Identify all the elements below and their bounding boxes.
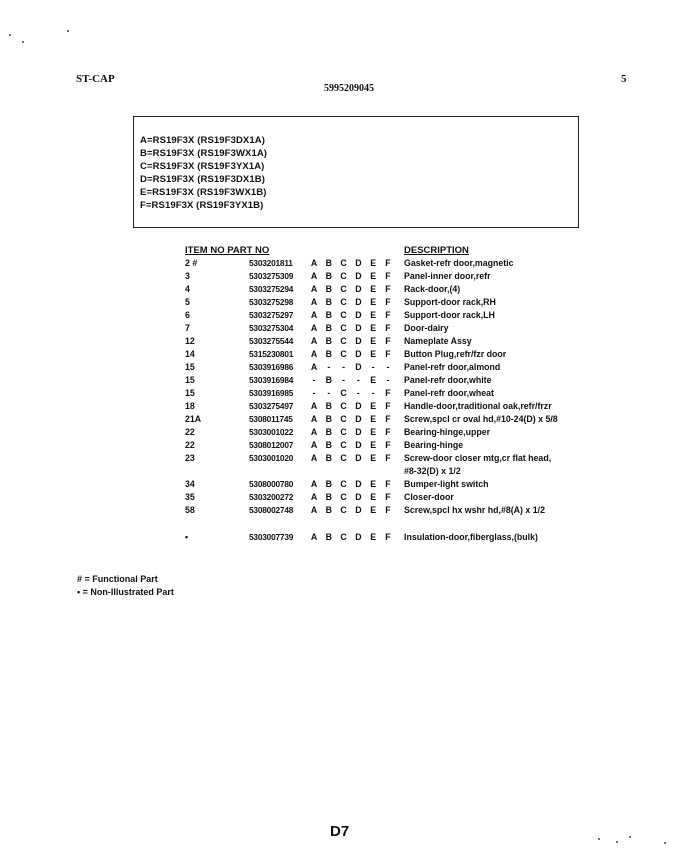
model-code: F: [385, 479, 391, 489]
model-code: E: [370, 414, 377, 424]
part-description: Button Plug,refr/fzr door: [404, 349, 507, 359]
model-applicability: [308, 388, 394, 398]
page-number: D7: [330, 823, 350, 840]
model-legend-f: F=RS19F3X (RS19F3YX1B): [140, 200, 264, 211]
model-code: C: [340, 505, 347, 515]
model-code: C: [340, 532, 347, 542]
model-code: A: [310, 492, 318, 502]
item-number: 58: [185, 505, 195, 515]
model-legend-d: D=RS19F3X (RS19F3DX1B): [140, 174, 265, 185]
model-applicability: [308, 310, 394, 320]
model-code: B: [325, 271, 332, 281]
part-number: 5303275544: [249, 336, 294, 346]
model-code: E: [370, 297, 377, 307]
model-legend-a: A=RS19F3X (RS19F3DX1A): [140, 135, 265, 146]
model-applicability: [308, 414, 394, 424]
model-code: C: [340, 284, 347, 294]
part-number: 5315230801: [249, 349, 294, 359]
model-legend-c: C=RS19F3X (RS19F3YX1A): [140, 161, 265, 172]
model-code: B: [325, 258, 332, 268]
model-code: -: [342, 375, 346, 385]
part-number: 5303275297: [249, 310, 294, 320]
model-code: C: [340, 271, 347, 281]
model-code: D: [355, 271, 362, 281]
model-code: A: [310, 310, 318, 320]
model-code: E: [370, 453, 377, 463]
document-number: 5995209045: [324, 83, 374, 94]
table-row: [0, 336, 680, 349]
table-row: [0, 362, 680, 375]
model-applicability: [308, 323, 394, 333]
part-description: Panel-refr door,almond: [404, 362, 501, 372]
model-code: C: [340, 336, 347, 346]
model-code: F: [385, 336, 391, 346]
model-applicability: [308, 271, 394, 281]
part-description: Closer-door: [404, 492, 454, 502]
model-code: B: [325, 453, 332, 463]
model-applicability: [308, 258, 394, 268]
part-description: Bearing-hinge: [404, 440, 464, 450]
model-code: D: [355, 323, 362, 333]
part-number: 5303275294: [249, 284, 294, 294]
model-code: A: [310, 362, 318, 372]
part-number: 5303001020: [249, 453, 294, 463]
item-number: 5: [185, 297, 190, 307]
model-code: F: [385, 440, 391, 450]
model-code: C: [340, 479, 347, 489]
item-number: 15: [185, 388, 195, 398]
table-row: [0, 310, 680, 323]
model-applicability: [308, 362, 394, 372]
model-applicability: [308, 505, 394, 515]
table-row: [0, 349, 680, 362]
model-code: C: [340, 310, 347, 320]
model-applicability: [308, 427, 394, 437]
part-description: Panel-inner door,refr: [404, 271, 491, 281]
part-number: 5303275298: [249, 297, 294, 307]
model-code: E: [370, 271, 377, 281]
item-number: 21A: [185, 414, 202, 424]
model-code: A: [310, 271, 318, 281]
note-functional-part: # = Functional Part: [77, 574, 158, 584]
model-code: D: [355, 479, 362, 489]
item-number: 14: [185, 349, 195, 359]
model-code: E: [370, 440, 377, 450]
model-code: -: [327, 362, 331, 372]
model-code: A: [310, 505, 318, 515]
model-code: -: [386, 375, 390, 385]
model-code: A: [310, 258, 318, 268]
model-code: D: [355, 336, 362, 346]
part-number: 5303275304: [249, 323, 294, 333]
model-code: A: [310, 323, 318, 333]
part-number: 5308002748: [249, 505, 294, 515]
model-applicability: [308, 375, 394, 385]
table-row: [0, 505, 680, 518]
model-code: E: [370, 479, 377, 489]
part-description: Support-door rack,LH: [404, 310, 495, 320]
part-number: 5303916986: [249, 362, 294, 372]
part-description: Screw,spcl hx wshr hd,#8(A) x 1/2: [404, 505, 545, 515]
item-number: 18: [185, 401, 195, 411]
model-code: C: [340, 349, 347, 359]
part-number: 5308012007: [249, 440, 294, 450]
scan-speck: [67, 30, 69, 32]
model-code: -: [327, 388, 331, 398]
model-code: D: [355, 297, 362, 307]
part-description: Gasket-refr door,magnetic: [404, 258, 514, 268]
model-code: D: [355, 310, 362, 320]
model-code: F: [385, 427, 391, 437]
item-number: 15: [185, 375, 195, 385]
model-code: B: [325, 440, 332, 450]
table-row: [0, 492, 680, 505]
model-code: D: [355, 414, 362, 424]
model-applicability: [308, 284, 394, 294]
item-number: 35: [185, 492, 195, 502]
item-number: 12: [185, 336, 195, 346]
model-code: B: [325, 323, 332, 333]
model-code: F: [385, 258, 391, 268]
part-description: Panel-refr door,wheat: [404, 388, 494, 398]
model-code: -: [356, 375, 360, 385]
item-number: 6: [185, 310, 190, 320]
model-applicability: [308, 401, 394, 411]
model-code: -: [386, 362, 390, 372]
model-code: B: [325, 414, 332, 424]
model-legend-b: B=RS19F3X (RS19F3WX1A): [140, 148, 268, 159]
table-row: [0, 388, 680, 401]
part-description: Bearing-hinge,upper: [404, 427, 491, 437]
part-number: 5303916984: [249, 375, 294, 385]
part-description: Support-door rack,RH: [404, 297, 496, 307]
model-code: E: [370, 349, 377, 359]
item-number: 34: [185, 479, 195, 489]
model-code: E: [370, 323, 377, 333]
table-row: [0, 479, 680, 492]
model-applicability: [308, 532, 394, 542]
part-description: Screw-door closer mtg,cr flat head,: [404, 453, 552, 463]
model-code: B: [325, 349, 332, 359]
part-number: 5308011745: [249, 414, 293, 424]
table-row: [0, 323, 680, 336]
part-description: Panel-refr door,white: [404, 375, 492, 385]
model-code: F: [385, 492, 391, 502]
part-description: Nameplate Assy: [404, 336, 472, 346]
scan-speck: [9, 34, 11, 36]
model-code: C: [340, 258, 347, 268]
model-applicability: [308, 440, 394, 450]
model-code: A: [310, 336, 318, 346]
model-code: F: [385, 271, 391, 281]
scan-speck: [616, 841, 618, 843]
column-header-description: DESCRIPTION: [404, 245, 469, 256]
part-number: 5303916985: [249, 388, 294, 398]
model-applicability: [308, 349, 394, 359]
table-row: [0, 440, 680, 453]
model-code: B: [325, 427, 332, 437]
model-code: B: [325, 297, 332, 307]
model-code: C: [340, 492, 347, 502]
model-applicability: [308, 453, 394, 463]
model-applicability: [308, 336, 394, 346]
scan-speck: [598, 838, 600, 840]
item-number: 23: [185, 453, 195, 463]
model-applicability: [308, 479, 394, 489]
model-code: A: [310, 440, 318, 450]
part-number: 5303201811: [249, 258, 293, 268]
part-description: Rack-door,(4): [404, 284, 461, 294]
model-code: -: [342, 362, 346, 372]
scan-speck: [629, 836, 631, 838]
table-row: [0, 427, 680, 440]
model-code: -: [312, 375, 316, 385]
model-code: F: [385, 388, 391, 398]
model-code: D: [355, 401, 362, 411]
scan-speck: [664, 842, 666, 844]
part-number: 5303007739: [249, 532, 294, 542]
model-code: E: [370, 532, 377, 542]
item-number: 22: [185, 427, 195, 437]
model-code: B: [325, 401, 332, 411]
table-row: [0, 453, 680, 476]
part-description: Insulation-door,fiberglass,(bulk): [404, 532, 538, 542]
model-code: E: [370, 492, 377, 502]
model-legend-box: [133, 116, 579, 228]
scan-speck: [22, 41, 24, 43]
item-number: 2 #: [185, 258, 198, 268]
model-code: C: [340, 297, 347, 307]
item-number: 7: [185, 323, 190, 333]
model-code: B: [325, 479, 332, 489]
model-code: E: [370, 284, 377, 294]
table-row: [0, 414, 680, 427]
column-header-item-part: ITEM NO PART NO: [185, 245, 270, 256]
model-code: D: [355, 492, 362, 502]
part-number: 5303275497: [249, 401, 294, 411]
item-number: 4: [185, 284, 190, 294]
model-code: E: [370, 258, 377, 268]
note-non-illustrated-part: • = Non-Illustrated Part: [77, 587, 174, 597]
model-code: D: [355, 532, 362, 542]
model-code: D: [355, 427, 362, 437]
table-row: [0, 401, 680, 414]
model-code: C: [340, 401, 347, 411]
part-description: Door-dairy: [404, 323, 449, 333]
model-code: E: [370, 401, 377, 411]
model-code: F: [385, 297, 391, 307]
model-code: B: [325, 375, 332, 385]
model-code: -: [371, 362, 375, 372]
model-code: D: [355, 440, 362, 450]
model-code: D: [355, 284, 362, 294]
model-code: F: [385, 414, 391, 424]
model-code: F: [385, 401, 391, 411]
model-code: C: [340, 440, 347, 450]
model-code: C: [340, 427, 347, 437]
part-number: 5303275309: [249, 271, 294, 281]
table-row: [0, 375, 680, 388]
item-number: 15: [185, 362, 195, 372]
model-code: C: [340, 323, 347, 333]
model-code: C: [340, 388, 347, 398]
model-code: -: [356, 388, 360, 398]
table-row: [0, 284, 680, 297]
model-code: D: [355, 349, 362, 359]
part-number: 5303200272: [249, 492, 294, 502]
model-code: B: [325, 532, 332, 542]
header-right-number: 5: [621, 73, 627, 85]
model-code: F: [385, 310, 391, 320]
model-code: D: [355, 453, 362, 463]
part-description: Handle-door,traditional oak,refr/frzr: [404, 401, 552, 411]
model-code: E: [370, 336, 377, 346]
model-code: E: [370, 427, 377, 437]
model-code: -: [312, 388, 316, 398]
model-code: B: [325, 505, 332, 515]
model-code: F: [385, 323, 391, 333]
part-number: 5303001022: [249, 427, 294, 437]
model-applicability: [308, 492, 394, 502]
part-number: 5308000780: [249, 479, 294, 489]
model-code: B: [325, 310, 332, 320]
model-code: A: [310, 284, 318, 294]
model-code: A: [310, 532, 318, 542]
item-number: 3: [185, 271, 190, 281]
model-code: A: [310, 479, 318, 489]
table-row: [0, 297, 680, 310]
table-row: [0, 271, 680, 284]
model-code: E: [370, 375, 377, 385]
model-code: A: [310, 453, 318, 463]
model-code: F: [385, 349, 391, 359]
part-description: Bumper-light switch: [404, 479, 489, 489]
model-code: D: [355, 505, 362, 515]
part-description: Screw,spcl cr oval hd,#10-24(D) x 5/8: [404, 414, 558, 424]
table-row: [0, 258, 680, 271]
model-code: C: [340, 453, 347, 463]
model-code: A: [310, 297, 318, 307]
model-code: B: [325, 492, 332, 502]
model-code: A: [310, 414, 318, 424]
model-code: F: [385, 284, 391, 294]
model-code: F: [385, 453, 391, 463]
model-code: A: [310, 401, 318, 411]
item-number: •: [185, 532, 189, 542]
model-code: A: [310, 427, 318, 437]
model-code: -: [371, 388, 375, 398]
table-row: [0, 532, 680, 545]
model-code: A: [310, 349, 318, 359]
model-code: E: [370, 505, 377, 515]
model-code: E: [370, 310, 377, 320]
model-applicability: [308, 297, 394, 307]
header-left-code: ST-CAP: [76, 73, 115, 85]
model-code: D: [355, 362, 362, 372]
model-code: F: [385, 505, 391, 515]
model-code: C: [340, 414, 347, 424]
item-number: 22: [185, 440, 195, 450]
model-legend-e: E=RS19F3X (RS19F3WX1B): [140, 187, 267, 198]
model-code: B: [325, 336, 332, 346]
model-code: D: [355, 258, 362, 268]
model-code: B: [325, 284, 332, 294]
model-code: F: [385, 532, 391, 542]
part-description-continued: #8-32(D) x 1/2: [404, 466, 461, 476]
